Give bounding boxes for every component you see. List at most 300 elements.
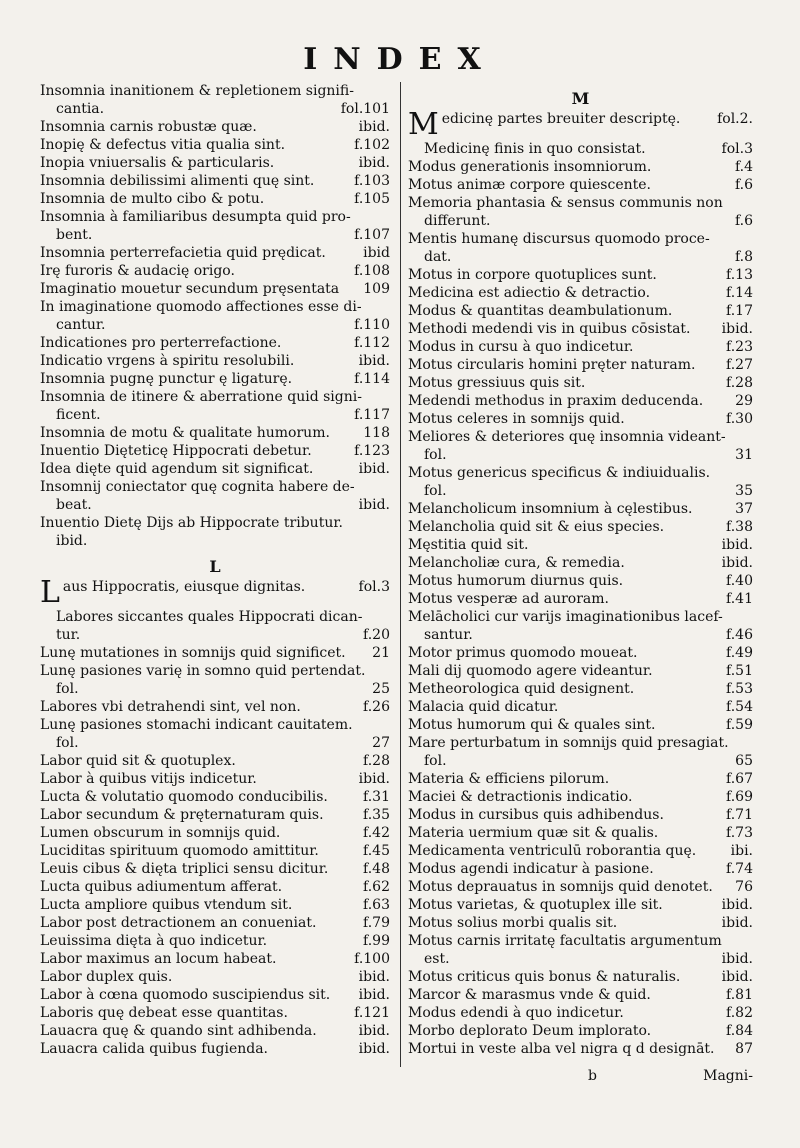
index-entry xyxy=(408,752,753,770)
entry-text: Inuentio Dięteticę Hippocrati debetur. xyxy=(40,443,312,459)
entry-text: Luciditas spirituum quomodo amittitur. xyxy=(40,843,319,859)
entry-folio: f.102 xyxy=(354,137,390,153)
entry-folio: ibid. xyxy=(358,119,390,135)
entry-folio: fol.3 xyxy=(358,579,390,595)
entry-folio: f.110 xyxy=(354,317,390,333)
entry-folio: f.71 xyxy=(726,807,753,823)
index-entry xyxy=(40,788,390,806)
entry-text: cantia. xyxy=(56,101,105,117)
entry-text: Labor à cœna quomodo suscipiendus sit. xyxy=(40,987,331,1003)
index-entry xyxy=(40,460,390,478)
entry-text: Modus in cursu à quo indicetur. xyxy=(408,339,634,355)
entry-folio: f.42 xyxy=(363,825,390,841)
entry-folio xyxy=(747,230,753,248)
index-entry xyxy=(408,428,753,446)
index-entry xyxy=(40,680,390,698)
index-entry xyxy=(40,532,390,550)
entry-folio: f.62 xyxy=(363,879,390,895)
entry-folio xyxy=(384,298,390,316)
entry-text: Lucta & volutatio quomodo conducibilis. xyxy=(40,789,328,805)
entry-folio: f.28 xyxy=(363,753,390,769)
entry-folio: 76 xyxy=(735,879,753,895)
entry-folio: fol.101 xyxy=(340,101,390,117)
signature-mark: b xyxy=(588,1068,597,1084)
index-entry xyxy=(40,1004,390,1022)
entry-text: fol. xyxy=(424,483,447,499)
index-entry xyxy=(408,212,753,230)
index-entry xyxy=(40,968,390,986)
entry-folio: 109 xyxy=(363,281,390,297)
entry-folio xyxy=(747,734,753,752)
entry-text: tur. xyxy=(56,627,81,643)
entry-folio: f.112 xyxy=(354,335,390,351)
entry-folio: f.121 xyxy=(354,1005,390,1021)
entry-folio: f.114 xyxy=(354,371,390,387)
entry-folio: f.45 xyxy=(363,843,390,859)
index-entry xyxy=(408,464,753,482)
index-entry xyxy=(408,176,753,194)
entry-folio: f.8 xyxy=(734,249,753,265)
entry-text: cantur. xyxy=(56,317,106,333)
index-entry xyxy=(40,950,390,968)
entry-folio: f.26 xyxy=(363,699,390,715)
entry-text: Irę furoris & audacię origo. xyxy=(40,263,235,279)
entry-text: Lauacra quę & quando sint adhibenda. xyxy=(40,1023,317,1039)
index-entry xyxy=(408,698,753,716)
entry-folio: fol.2. xyxy=(717,111,753,127)
index-entry xyxy=(40,896,390,914)
entry-text: Motus in corpore quotuplices sunt. xyxy=(408,267,657,283)
index-entry xyxy=(40,154,390,172)
index-entry xyxy=(408,968,753,986)
index-entry xyxy=(40,878,390,896)
entry-folio: ibid. xyxy=(358,1041,390,1057)
entry-folio: f.38 xyxy=(726,519,753,535)
entry-text: Memoria phantasia & sensus communis non xyxy=(408,195,723,211)
index-entry xyxy=(408,110,753,140)
entry-folio: ibid. xyxy=(721,915,753,931)
entry-folio: 27 xyxy=(372,735,390,751)
entry-text: Insomnia debilissimi alimenti quę sint. xyxy=(40,173,315,189)
index-entry xyxy=(408,896,753,914)
entry-folio: f.6 xyxy=(734,177,753,193)
entry-folio xyxy=(747,608,753,626)
entry-text: Motus solius morbi qualis sit. xyxy=(408,915,618,931)
entry-folio xyxy=(384,514,390,532)
entry-folio: f.100 xyxy=(354,951,390,967)
entry-text: Meliores & deteriores quę insomnia videant- xyxy=(408,429,726,445)
index-entry xyxy=(408,410,753,428)
index-entry xyxy=(40,626,390,644)
entry-folio: f.59 xyxy=(726,717,753,733)
entry-text: Labor duplex quis. xyxy=(40,969,173,985)
section-letter: M xyxy=(571,89,590,108)
index-entry xyxy=(408,374,753,392)
index-entry xyxy=(408,284,753,302)
entry-folio xyxy=(747,428,753,446)
index-entry xyxy=(408,500,753,518)
entry-text: Inopia vniuersalis & particularis. xyxy=(40,155,275,171)
entry-text: Motus humorum diurnus quis. xyxy=(408,573,624,589)
index-entry xyxy=(408,662,753,680)
index-entry xyxy=(408,536,753,554)
entry-folio: f.82 xyxy=(726,1005,753,1021)
entry-text: Inuentio Dietę Dijs ab Hippocrate tributur. xyxy=(40,515,343,531)
index-entry xyxy=(40,842,390,860)
entry-text: Melancholia quid sit & eius species. xyxy=(408,519,665,535)
entry-folio: f.81 xyxy=(726,987,753,1003)
entry-text: Lunę pasiones varię in somno quid pertendat. xyxy=(40,663,366,679)
entry-text: Idea dięte quid agendum sit significat. xyxy=(40,461,314,477)
index-entry xyxy=(40,578,390,608)
entry-text: Lucta quibus adiumentum afferat. xyxy=(40,879,283,895)
entry-text: Marcor & marasmus vnde & quid. xyxy=(408,987,651,1003)
entry-folio: ibid. xyxy=(721,555,753,571)
entry-text: Insomnia de multo cibo & potu. xyxy=(40,191,265,207)
index-entry xyxy=(408,680,753,698)
index-entry xyxy=(40,860,390,878)
index-entry xyxy=(40,496,390,514)
entry-folio: f.117 xyxy=(354,407,390,423)
entry-folio: 29 xyxy=(735,393,753,409)
index-entry xyxy=(40,352,390,370)
index-entry xyxy=(40,298,390,316)
entry-folio: 31 xyxy=(735,447,753,463)
index-entry xyxy=(408,734,753,752)
index-entry xyxy=(408,572,753,590)
entry-text: Motus deprauatus in somnijs quid denotet. xyxy=(408,879,713,895)
entry-folio: ibi. xyxy=(730,843,753,859)
entry-folio: f.28 xyxy=(726,375,753,391)
index-entry xyxy=(40,226,390,244)
entry-folio: f.105 xyxy=(354,191,390,207)
index-entry xyxy=(40,806,390,824)
index-entry xyxy=(408,392,753,410)
index-entry xyxy=(40,316,390,334)
entry-folio: ibid. xyxy=(721,537,753,553)
index-entry xyxy=(408,842,753,860)
entry-text: Insomnij coniectator quę cognita habere de- xyxy=(40,479,355,495)
entry-text: Mare perturbatum in somnijs quid presagiat. xyxy=(408,735,729,751)
section-letter: L xyxy=(209,557,221,576)
entry-text: Melācholici cur varijs imaginationibus lacef- xyxy=(408,609,723,625)
entry-folio: f.31 xyxy=(363,789,390,805)
left-column xyxy=(40,82,390,1058)
entry-text: Motus celeres in somnijs quid. xyxy=(408,411,625,427)
entry-folio: ibid. xyxy=(721,897,753,913)
entry-folio xyxy=(747,932,753,950)
index-entry xyxy=(408,590,753,608)
index-entry xyxy=(408,194,753,212)
index-entry xyxy=(40,370,390,388)
entry-text: Laus Hippocratis, eiusque dignitas. xyxy=(40,578,306,608)
entry-text: Insomnia de motu & qualitate humorum. xyxy=(40,425,330,441)
index-entry xyxy=(40,424,390,442)
entry-folio xyxy=(384,716,390,734)
entry-folio: f.103 xyxy=(354,173,390,189)
index-entry xyxy=(40,82,390,100)
entry-text: Indicatio vrgens à spiritu resolubili. xyxy=(40,353,295,369)
entry-text: fol. xyxy=(56,681,79,697)
entry-text: Labor post detractionem an conueniat. xyxy=(40,915,317,931)
page-footer xyxy=(408,1068,753,1084)
entry-folio: f.63 xyxy=(363,897,390,913)
entry-text: Lucta ampliore quibus vtendum sit. xyxy=(40,897,293,913)
entry-folio: f.48 xyxy=(363,861,390,877)
entry-text: Insomnia inanitionem & repletionem signifi- xyxy=(40,83,354,99)
entry-text: Motus criticus quis bonus & naturalis. xyxy=(408,969,681,985)
entry-folio: ibid xyxy=(363,245,390,261)
entry-text: Inopię & defectus vitia qualia sint. xyxy=(40,137,286,153)
entry-folio: f.67 xyxy=(726,771,753,787)
catchword: Magni- xyxy=(703,1068,753,1084)
index-entry xyxy=(408,1004,753,1022)
entry-text: fol. xyxy=(424,447,447,463)
index-entry xyxy=(408,230,753,248)
column-divider xyxy=(400,82,401,1067)
entry-folio: f.35 xyxy=(363,807,390,823)
index-entry xyxy=(408,446,753,464)
entry-text: Leuis cibus & dięta triplici sensu dicitur. xyxy=(40,861,329,877)
entry-folio xyxy=(747,464,753,482)
index-entry xyxy=(40,262,390,280)
index-entry xyxy=(40,136,390,154)
index-entry xyxy=(40,280,390,298)
entry-text: Morbo deplorato Deum implorato. xyxy=(408,1023,652,1039)
index-entry xyxy=(408,140,753,158)
entry-text: Modus agendi indicatur à pasione. xyxy=(408,861,654,877)
entry-folio: f.20 xyxy=(363,627,390,643)
entry-folio xyxy=(747,194,753,212)
index-entry xyxy=(40,662,390,680)
right-column xyxy=(408,82,753,1058)
index-entry xyxy=(408,1040,753,1058)
index-entry xyxy=(40,1022,390,1040)
index-entry xyxy=(408,644,753,662)
entry-text: Mali dij quomodo agere videantur. xyxy=(408,663,653,679)
index-entry xyxy=(408,518,753,536)
index-entry xyxy=(408,338,753,356)
entry-text: Mentis humanę discursus quomodo proce- xyxy=(408,231,710,247)
entry-folio: f.46 xyxy=(726,627,753,643)
entry-folio: f.6 xyxy=(734,213,753,229)
entry-folio xyxy=(384,662,390,680)
entry-folio: f.107 xyxy=(354,227,390,243)
entry-folio: f.53 xyxy=(726,681,753,697)
index-entry xyxy=(408,932,753,950)
entry-text: Motus animæ corpore quiescente. xyxy=(408,177,651,193)
index-entry xyxy=(40,716,390,734)
entry-text: est. xyxy=(424,951,450,967)
entry-text: Modus & quantitas deambulationum. xyxy=(408,303,673,319)
entry-folio: ibid. xyxy=(358,969,390,985)
entry-text: Motus gressiuus quis sit. xyxy=(408,375,586,391)
entry-text: Insomnia perterrefacietia quid prędicat. xyxy=(40,245,326,261)
index-entry xyxy=(40,914,390,932)
entry-folio: f.99 xyxy=(363,933,390,949)
entry-text: Motus circularis homini pręter naturam. xyxy=(408,357,696,373)
entry-text: differunt. xyxy=(424,213,491,229)
entry-folio xyxy=(384,388,390,406)
entry-folio: ibid. xyxy=(721,321,753,337)
entry-text: fol. xyxy=(56,735,79,751)
entry-text: beat. xyxy=(56,497,92,513)
index-entry xyxy=(408,248,753,266)
entry-folio: 35 xyxy=(735,483,753,499)
entry-text: Laboris quę debeat esse quantitas. xyxy=(40,1005,288,1021)
index-entry xyxy=(40,190,390,208)
entry-text: Motus vesperæ ad auroram. xyxy=(408,591,609,607)
entry-text: Lunę mutationes in somnijs quid significet. xyxy=(40,645,346,661)
entry-text: Lunę pasiones stomachi indicant cauitatem. xyxy=(40,717,353,733)
entry-text: Materia & efficiens pilorum. xyxy=(408,771,610,787)
index-entry xyxy=(408,824,753,842)
index-entry xyxy=(40,442,390,460)
index-entry xyxy=(408,608,753,626)
index-entry xyxy=(408,320,753,338)
entry-folio: 118 xyxy=(363,425,390,441)
index-entry xyxy=(40,986,390,1004)
entry-text: bent. xyxy=(56,227,93,243)
entry-text: Motus genericus specificus & indiuidualis. xyxy=(408,465,711,481)
entry-folio xyxy=(384,82,390,100)
entry-folio xyxy=(384,532,390,550)
index-entry xyxy=(40,514,390,532)
entry-folio: f.74 xyxy=(726,861,753,877)
entry-folio: 25 xyxy=(372,681,390,697)
entry-folio: f.17 xyxy=(726,303,753,319)
entry-text: fol. xyxy=(424,753,447,769)
entry-folio: f.108 xyxy=(354,263,390,279)
index-entry xyxy=(40,388,390,406)
entry-text: Medendi methodus in praxim deducenda. xyxy=(408,393,704,409)
entry-text: Labores siccantes quales Hippocrati dican- xyxy=(56,609,363,625)
index-entry xyxy=(40,734,390,752)
entry-text: Insomnia carnis robustæ quæ. xyxy=(40,119,257,135)
index-entry xyxy=(408,302,753,320)
entry-text: Modus in cursibus quis adhibendus. xyxy=(408,807,664,823)
entry-folio: f.51 xyxy=(726,663,753,679)
entry-folio: ibid. xyxy=(358,1023,390,1039)
entry-text: Medicinę partes breuiter descriptę. xyxy=(408,110,681,140)
entry-text: Insomnia de itinere & aberratione quid signi- xyxy=(40,389,362,405)
index-entry xyxy=(40,118,390,136)
index-entry xyxy=(408,914,753,932)
entry-folio: ibid. xyxy=(358,353,390,369)
entry-text: Insomnia à familiaribus desumpta quid pro- xyxy=(40,209,351,225)
entry-folio xyxy=(384,208,390,226)
entry-text: Insomnia pugnę punctur ę ligaturę. xyxy=(40,371,293,387)
entry-folio: f.54 xyxy=(726,699,753,715)
entry-folio: ibid. xyxy=(358,461,390,477)
index-entry xyxy=(40,824,390,842)
index-entry xyxy=(408,266,753,284)
entry-text: Imaginatio mouetur secundum pręsentata xyxy=(40,281,340,297)
entry-folio: 21 xyxy=(372,645,390,661)
index-entry xyxy=(408,788,753,806)
entry-folio xyxy=(384,608,390,626)
entry-text: Medicinę finis in quo consistat. xyxy=(424,141,646,157)
index-entry xyxy=(40,608,390,626)
entry-text: Labor secundum & pręternaturam quis. xyxy=(40,807,324,823)
entry-text: Medicamenta ventriculū roborantia quę. xyxy=(408,843,697,859)
page-title: INDEX xyxy=(303,42,497,77)
entry-folio: ibid. xyxy=(721,951,753,967)
index-entry xyxy=(40,644,390,662)
index-entry xyxy=(408,950,753,968)
index-entry xyxy=(40,770,390,788)
entry-folio: f.13 xyxy=(726,267,753,283)
index-entry xyxy=(40,244,390,262)
index-entry xyxy=(40,1040,390,1058)
index-entry xyxy=(408,626,753,644)
index-entry xyxy=(408,986,753,1004)
entry-folio: f.27 xyxy=(726,357,753,373)
entry-folio: f.84 xyxy=(726,1023,753,1039)
entry-text: Mortui in veste alba vel nigra q d designāt. xyxy=(408,1041,715,1057)
index-entry xyxy=(40,406,390,424)
entry-folio: ibid. xyxy=(358,987,390,1003)
entry-folio: 65 xyxy=(735,753,753,769)
index-entry xyxy=(40,752,390,770)
entry-folio: f.14 xyxy=(726,285,753,301)
entry-folio: f.123 xyxy=(354,443,390,459)
entry-folio: f.79 xyxy=(363,915,390,931)
entry-folio: f.69 xyxy=(726,789,753,805)
entry-folio: ibid. xyxy=(358,497,390,513)
entry-folio: f.41 xyxy=(726,591,753,607)
entry-folio: ibid. xyxy=(358,155,390,171)
entry-text: Lauacra calida quibus fugienda. xyxy=(40,1041,269,1057)
entry-text: Labor maximus an locum habeat. xyxy=(40,951,277,967)
index-entry xyxy=(408,554,753,572)
index-entry xyxy=(40,100,390,118)
index-entry xyxy=(40,334,390,352)
index-entry xyxy=(40,208,390,226)
entry-text: Modus generationis insomniorum. xyxy=(408,159,652,175)
index-entry xyxy=(408,716,753,734)
entry-text: Indicationes pro perterrefactione. xyxy=(40,335,282,351)
entry-text: ibid. xyxy=(56,533,88,549)
entry-text: santur. xyxy=(424,627,473,643)
index-entry xyxy=(408,482,753,500)
index-entry xyxy=(40,698,390,716)
index-entry xyxy=(40,478,390,496)
entry-text: Leuissima dięta à quo indicetur. xyxy=(40,933,268,949)
entry-text: Motus varietas, & quotuplex ille sit. xyxy=(408,897,663,913)
entry-text: In imaginatione quomodo affectiones esse di- xyxy=(40,299,362,315)
index-entry xyxy=(40,172,390,190)
entry-folio: ibid. xyxy=(358,771,390,787)
entry-folio: fol.3 xyxy=(721,141,753,157)
entry-text: Motor primus quomodo moueat. xyxy=(408,645,638,661)
entry-folio: f.49 xyxy=(726,645,753,661)
entry-folio: ibid. xyxy=(721,969,753,985)
entry-text: Malacia quid dicatur. xyxy=(408,699,559,715)
entry-text: Metheorologica quid designent. xyxy=(408,681,635,697)
entry-folio: f.23 xyxy=(726,339,753,355)
index-entry xyxy=(408,1022,753,1040)
entry-folio xyxy=(384,478,390,496)
index-entry xyxy=(408,860,753,878)
entry-text: Motus carnis irritatę facultatis argumentum xyxy=(408,933,722,949)
entry-text: ficent. xyxy=(56,407,101,423)
entry-folio: f.40 xyxy=(726,573,753,589)
entry-text: Modus edendi à quo indicetur. xyxy=(408,1005,624,1021)
entry-folio: f.73 xyxy=(726,825,753,841)
entry-text: Methodi medendi vis in quibus cōsistat. xyxy=(408,321,691,337)
entry-text: Melancholicum insomnium à cęlestibus. xyxy=(408,501,693,517)
